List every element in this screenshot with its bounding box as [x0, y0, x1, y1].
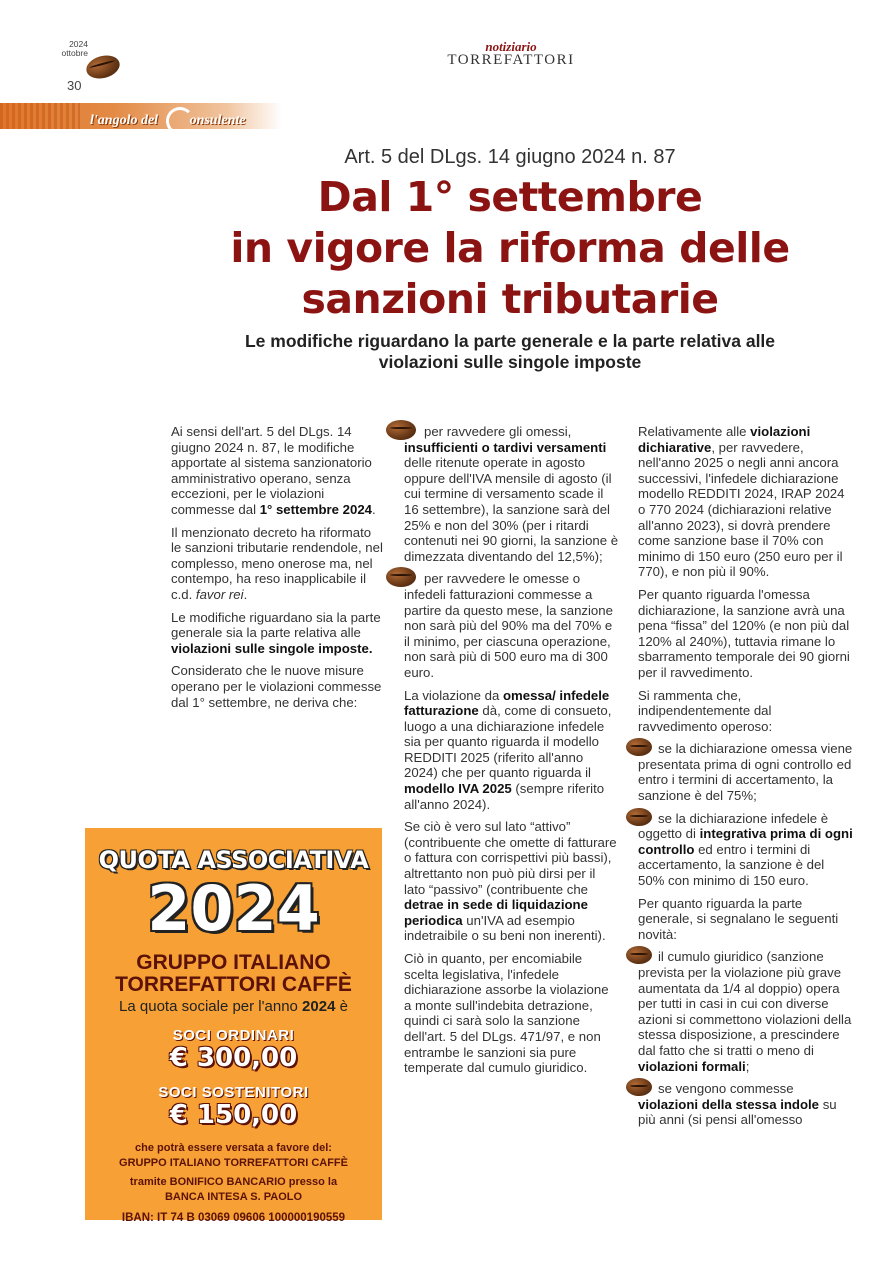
section-label-suffix: onsulente [189, 113, 246, 129]
col1-paragraph-4: Considerato che le nuove misure operano per le violazioni commesse dal 1° settembre, ne deriva che: [171, 663, 382, 710]
quota-note-2: GRUPPO ITALIANO TORREFATTORI CAFFÈ [119, 1157, 348, 1169]
col3-bullet-1: se la dichiarazione omessa viene presentata prima di ogni controllo ed entro i termini di accertamento, la sanzione è del 75%; [638, 741, 853, 803]
section-label [90, 107, 246, 135]
issue-month: ottobre [61, 48, 88, 58]
col3-bullet-4: se vengono commesse violazioni della stessa indole su più anni (si pensi all'omesso [638, 1081, 853, 1128]
magazine-logo [436, 40, 586, 68]
coffee-bean-icon [84, 52, 123, 82]
magazine-logo-name: TORREFATTORI [447, 52, 575, 68]
quota-iban: IBAN: IT 74 B 03069 09606 100000190559 [121, 1212, 346, 1224]
col2-bullet-2: per ravvedere le omesse o infedeli fatturazioni commesse a partire da questo mese, la sanzione non sarà più del 90% ma del 70% e il minimo, per ciascuna operazione, non sarà più di 500 euro ma di 300 euro. [404, 571, 619, 680]
col2-paragraph-1: La violazione da omessa/ infedele fatturazione dà, come di consueto, luogo a una dichiarazione infedele sia per quanto riguarda il modello REDDITI 2025 (riferito all'anno 2024) che per quanto riguarda il modello IVA 2025 (sempre riferito all'anno 2024). [404, 687, 612, 812]
section-band-stripes [0, 103, 80, 129]
quota-note-1: che potrà essere versata a favore del: [135, 1142, 332, 1154]
column-1 [171, 424, 383, 717]
quota-year: 2024 [147, 872, 320, 945]
title-line-2: in vigore la riforma delle [230, 224, 790, 272]
quota-label-ordinari: SOCI ORDINARI [172, 1027, 295, 1044]
col1-paragraph-3: Le modifiche riguardano sia la parte generale sia la parte relativa alle violazioni sulle singole imposte. [171, 609, 381, 656]
subtitle-line-2: violazioni sulle singole imposte [378, 352, 642, 372]
article-kicker: Art. 5 del DLgs. 14 giugno 2024 n. 87 [344, 146, 676, 168]
issue-date [52, 40, 88, 58]
coffee-bean-bullet-icon [386, 420, 416, 440]
quota-group: GRUPPO ITALIANO TORREFATTORI CAFFÈ [115, 951, 352, 996]
quota-amount-ordinari: € 300,00 [169, 1043, 298, 1073]
quota-amount-sostenitori: € 150,00 [169, 1100, 298, 1130]
quota-label-sostenitori: SOCI SOSTENITORI [158, 1084, 309, 1101]
issue-year: 2024 [69, 39, 88, 49]
quota-note-3: tramite BONIFICO BANCARIO presso la [129, 1176, 338, 1188]
quota-intro: La quota sociale per l'anno 2024 è [119, 998, 348, 1015]
quota-associativa-box [85, 828, 382, 1224]
coffee-bean-bullet-icon [626, 808, 652, 826]
col3-paragraph-2: Per quanto riguarda l'omessa dichiarazione, la sanzione avrà una pena “fissa” del 120% (e non più dal 120% al 240%), tuttavia rimane lo sbarramento temporale dei 90 giorni per il ravvedimento. [638, 586, 850, 680]
article-subtitle [150, 331, 870, 373]
magazine-logo-top: notiziario [485, 39, 537, 54]
subtitle-line-1: Le modifiche riguardano la parte generale e la parte relativa alle [244, 331, 776, 351]
col3-paragraph-4: Per quanto riguarda la parte generale, si segnalano le seguenti novità: [638, 895, 839, 942]
page-number: 30 [67, 78, 82, 93]
section-band [0, 103, 282, 129]
col2-paragraph-2: Se ciò è vero sul lato “attivo” (contribuente che omette di fatturare o fattura con corrispettivi più bassi), altrettanto non può più dirsi per il lato “passivo” (contribuente che detrae in sede di liquidazione periodica un'IVA ad esempio indetraibile o su beni non inerenti). [404, 819, 617, 944]
col2-bullet-1: per ravvedere gli omessi, insufficienti o tardivi versamenti delle ritenute operate in agosto oppure dell'IVA mensile di agosto (il cui termine di versamento scade il 16 settembre), la sanzione sarà del 25% e non del 30% (per i ritardi contenuti nei 90 giorni, la sanzione è dimezzata diventando del 12,5%); [404, 424, 619, 564]
col3-paragraph-1: Relativamente alle violazioni dichiarative, per ravvedere, nell'anno 2025 o negli anni ancora successivi, l'infedele dichiarazione modello REDDITI 2024, IRAP 2024 o 770 2024 (dichiarazioni relative all'anno 2023), si dovrà prendere come sanzione base il 70% con minimo di 150 euro (250 euro per il 770), e non più il 90%. [638, 424, 845, 580]
col1-paragraph-2: Il menzionato decreto ha riformato le sanzioni tributarie rendendole, nel complesso, meno onerose ma, nel contempo, ha reso inapplicabile il c.d. favor rei. [171, 524, 383, 602]
quota-title: QUOTA ASSOCIATIVA [98, 846, 369, 874]
col3-bullet-2: se la dichiarazione infedele è oggetto di integrativa prima di ogni controllo ed entro i termini di accertamento, la sanzione è del 50% con minimo di 150 euro. [638, 811, 853, 889]
title-line-3: sanzioni tributarie [301, 275, 719, 323]
col2-paragraph-3: Ciò in quanto, per encomiabile scelta legislativa, l'infedele dichiarazione assorbe la violazione a monte sull'indebita detrazione, quindi ci sarà solo la sanzione dell'art. 5 del DLgs. 471/97, e non entrambe le sanzioni sia pure temperate dal cumulo giuridico. [404, 951, 609, 1076]
section-label-prefix: l'angolo del [90, 113, 159, 129]
col3-paragraph-3: Si rammenta che, indipendentemente dal ravvedimento operoso: [638, 687, 773, 734]
col1-paragraph-1: Ai sensi dell'art. 5 del DLgs. 14 giugno 2024 n. 87, le modifiche apportate al sistema sanzionatorio amministrativo operano, senza eccezioni, per le violazioni commesse dal 1° settembre 2024. [171, 424, 376, 517]
column-3 [638, 424, 853, 1135]
quota-note-4: BANCA INTESA S. PAOLO [164, 1191, 303, 1203]
title-line-1: Dal 1° settembre [317, 173, 703, 221]
article-title [140, 172, 880, 325]
column-2 [404, 424, 619, 1083]
col3-bullet-3: il cumulo giuridico (sanzione prevista per la violazione più grave aumentata da 1/4 al doppio) opera per tutti in casi in cui con diverse azioni si commettono violazioni della stessa disposizione, a prescindere dal fatto che si tratti o meno di violazioni formali; [638, 949, 853, 1074]
